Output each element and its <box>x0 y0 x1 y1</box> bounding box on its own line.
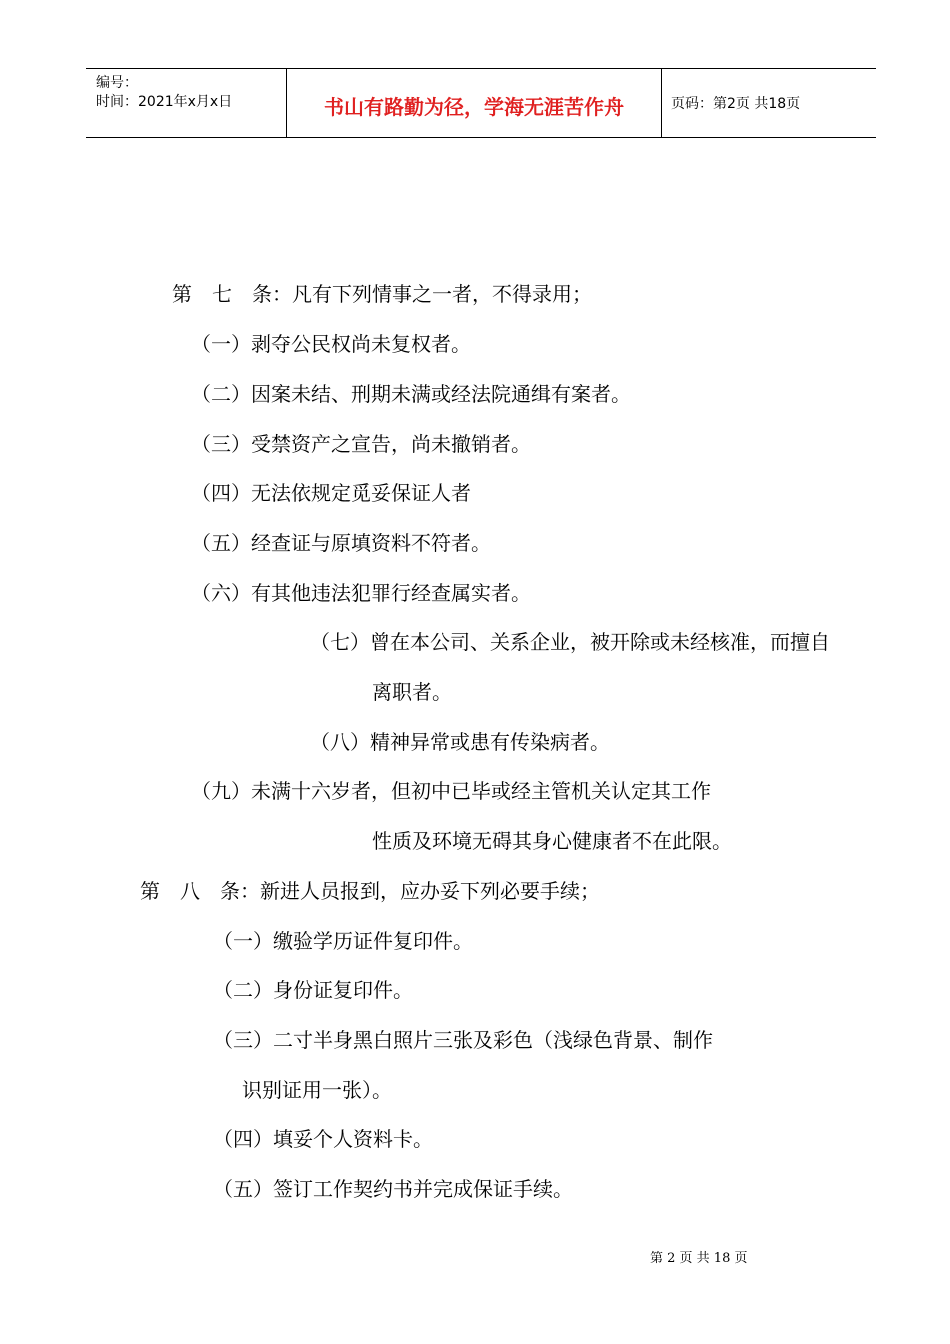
article-8-item: （二）身份证复印件。 <box>213 978 413 1002</box>
article-8-item: （五）签订工作契约书并完成保证手续。 <box>213 1177 573 1201</box>
article-7-item: （五）经查证与原填资料不符者。 <box>191 531 491 555</box>
article-7-item: （一）剥夺公民权尚未复权者。 <box>191 332 471 356</box>
article-7-item-continuation: 性质及环境无碍其身心健康者不在此限。 <box>372 829 732 853</box>
header-page-info: 页码：第2页 共18页 <box>671 96 801 112</box>
article-7-item: （八）精神异常或患有传染病者。 <box>310 730 610 754</box>
header-page-cell <box>661 69 876 137</box>
document-number-label: 编号： <box>96 75 138 91</box>
article-7-title: 第 七 条：凡有下列情事之一者，不得录用； <box>172 282 592 306</box>
article-7-item: （四）无法依规定觅妥保证人者 <box>191 481 471 505</box>
page-footer: 第 2 页 共 18 页 <box>650 1251 748 1266</box>
document-header <box>86 68 876 138</box>
header-meta-cell <box>86 69 286 137</box>
article-7-item: （二）因案未结、刑期未满或经法院通缉有案者。 <box>191 382 631 406</box>
article-8-item: （一）缴验学历证件复印件。 <box>213 929 473 953</box>
article-7-item: （九）未满十六岁者，但初中已毕或经主管机关认定其工作 <box>191 779 711 803</box>
article-8-title: 第 八 条：新进人员报到，应办妥下列必要手续； <box>140 879 600 903</box>
article-7-item: （六）有其他违法犯罪行经查属实者。 <box>191 581 531 605</box>
article-7-item-continuation: 离职者。 <box>372 680 452 704</box>
header-motto-cell <box>286 69 662 137</box>
article-8-item: （三）二寸半身黑白照片三张及彩色（浅绿色背景、制作 <box>213 1028 713 1052</box>
header-motto: 书山有路勤为径，学海无涯苦作舟 <box>324 95 624 119</box>
article-8-item-continuation: 识别证用一张）。 <box>242 1078 392 1102</box>
article-7-item: （三）受禁资产之宣告，尚未撤销者。 <box>191 432 531 456</box>
article-7-item: （七）曾在本公司、关系企业，被开除或未经核准，而擅自 <box>310 630 830 654</box>
document-time-label: 时间：2021年x月x日 <box>96 94 233 110</box>
article-8-item: （四）填妥个人资料卡。 <box>213 1127 433 1151</box>
